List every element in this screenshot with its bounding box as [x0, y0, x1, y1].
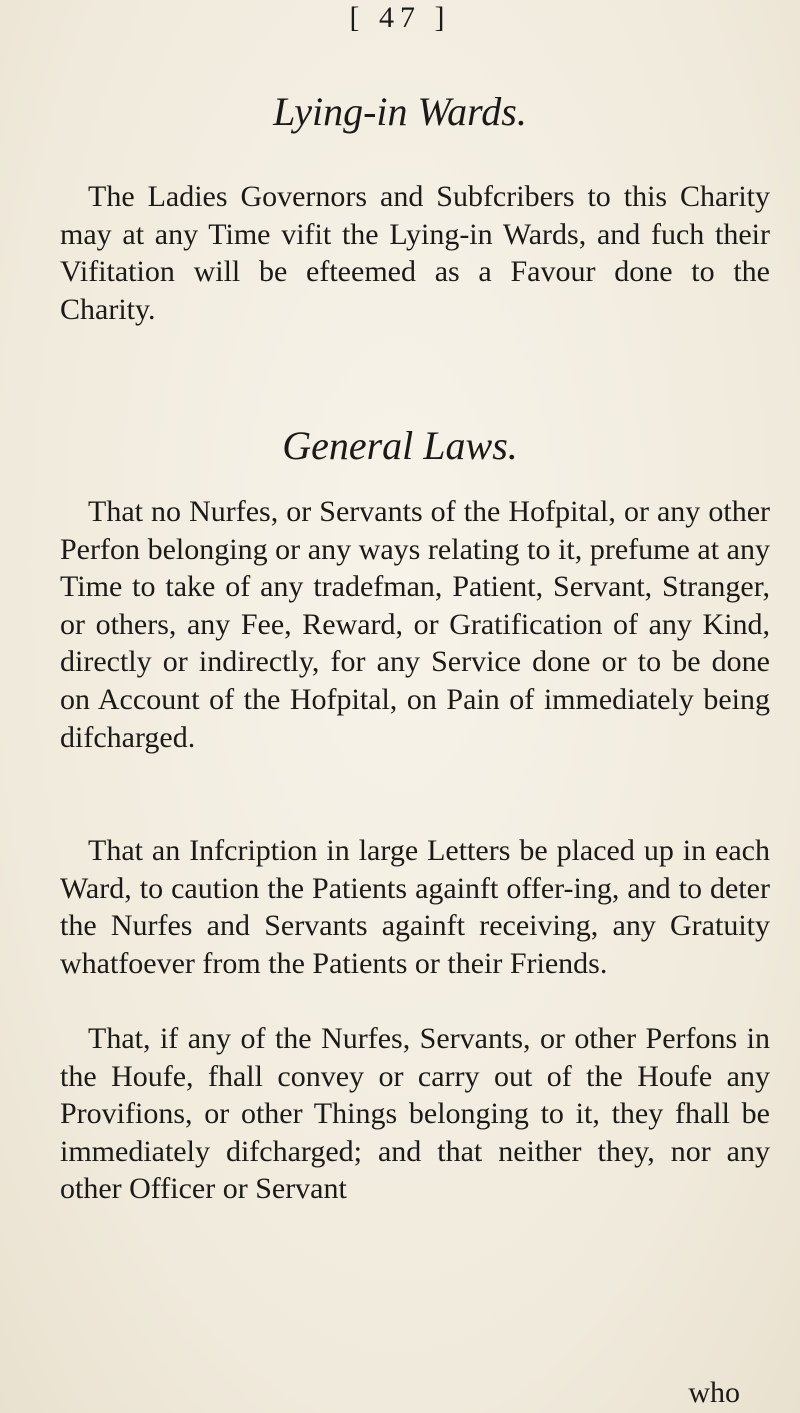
paragraph-visitation-text: The Ladies Governors and Subfcribers to this Charity may at any Time vifit the Lying-in Wards, and fuch their Vifitation will be efteemed as a Favour done to the Charity.: [60, 180, 770, 326]
paragraph-law-inscription-text: That an Infcription in large Letters be placed up in each Ward, to caution the Patients againft offer-ing, and to deter the Nurfes and Servants againft receiving, any Gratuity whatfoever from the Patients or their Friends.: [60, 834, 770, 980]
paragraph-visitation: [60, 178, 770, 328]
paragraph-law-fees: [60, 493, 770, 756]
paragraph-law-fees-text: That no Nurfes, or Servants of the Hofpital, or any other Perfon belonging or any ways relating to it, prefume at any Time to take of any tradefman, Patient, Servant, Stranger, or others, any Fee, Reward, or Gratification of any Kind, directly or indirectly, for any Service done or to be done on Account of the Hofpital, on Pain of immediately being difcharged.: [60, 495, 770, 754]
catchword: who: [688, 1376, 740, 1409]
paragraph-law-provisions: [60, 1020, 770, 1208]
section-heading-lying-in-wards: Lying-in Wards.: [273, 89, 527, 134]
page-number: [ 47 ]: [349, 1, 451, 34]
paragraph-law-provisions-text: That, if any of the Nurfes, Servants, or other Perfons in the Houfe, fhall convey or carry out of the Houfe any Provifions, or other Things belonging to it, they fhall be immediately difcharged; and that neither they, nor any other Officer or Servant: [60, 1022, 770, 1206]
paragraph-law-inscription: [60, 832, 770, 982]
section-heading-general-laws: General Laws.: [282, 423, 518, 468]
